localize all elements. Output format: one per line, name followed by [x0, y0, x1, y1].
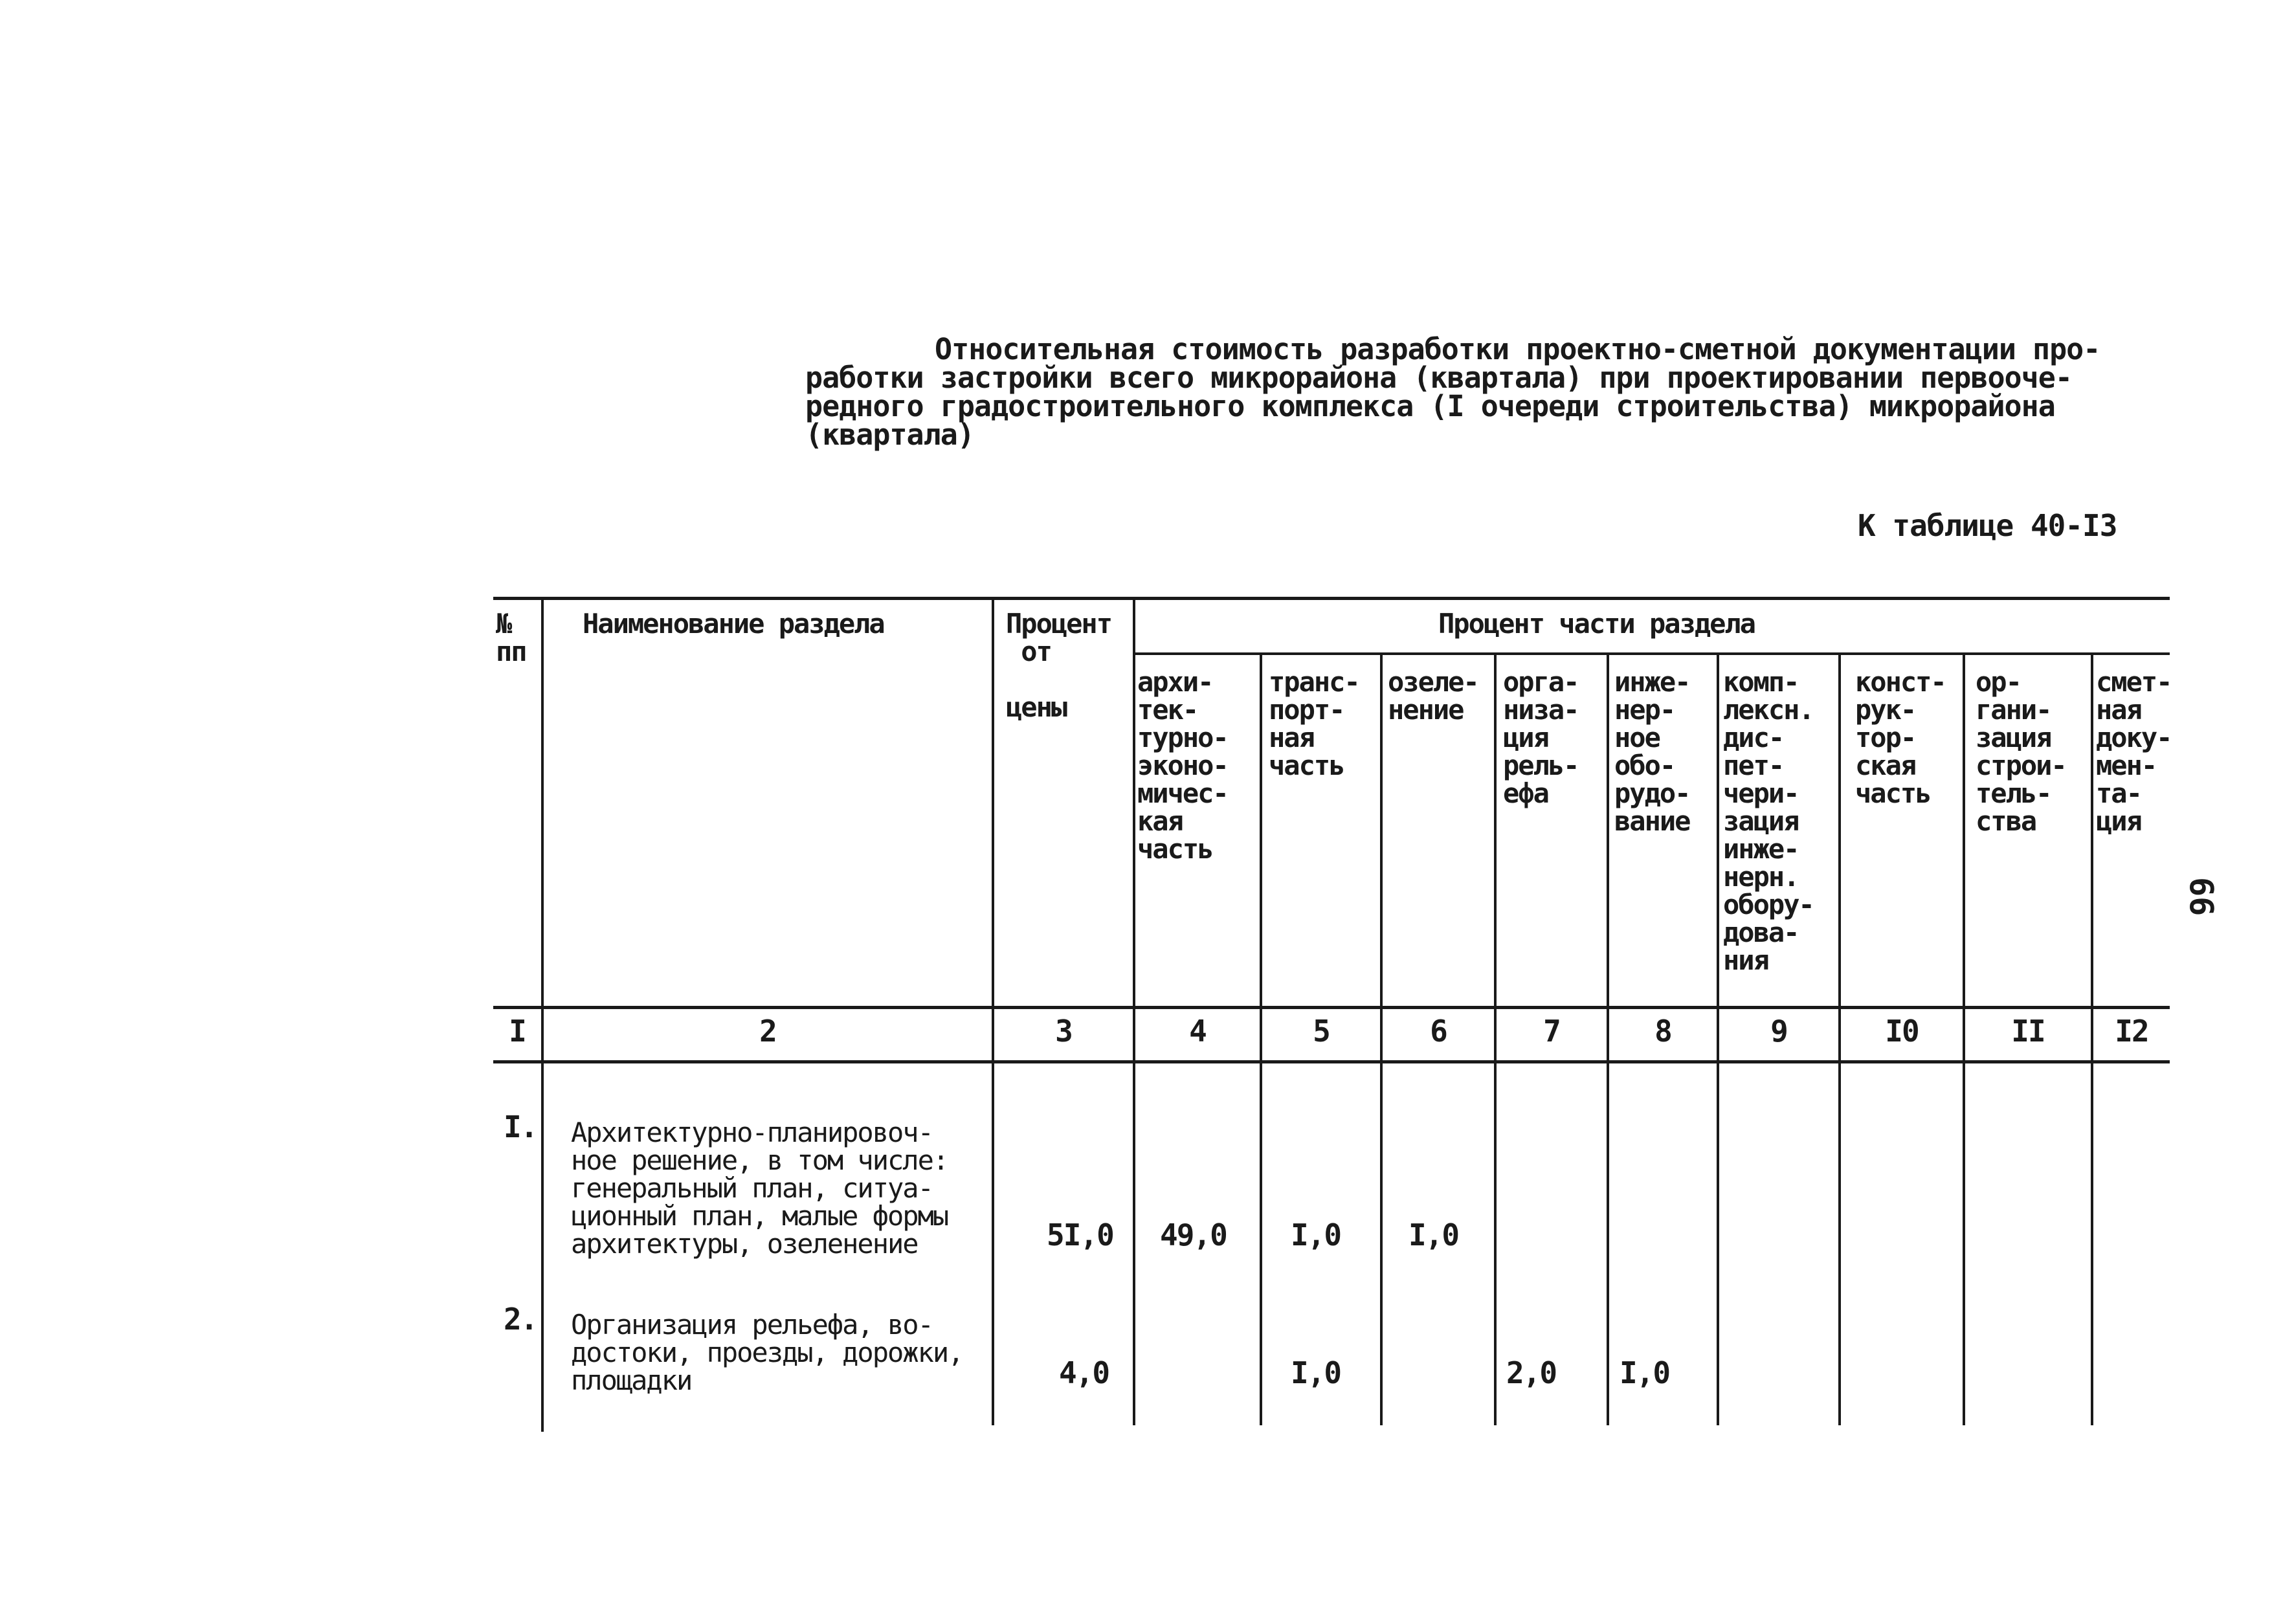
subheader-structural: конст- рук- тор- ская часть [1855, 666, 1946, 809]
col-divider [541, 597, 544, 1432]
row-1-percent: 5I,0 [1047, 1218, 1113, 1252]
row-2-col5: I,0 [1291, 1355, 1341, 1390]
title-line: Относительная стоимость разработки проектно-сметной документации про- [935, 332, 2100, 366]
col-divider [1133, 597, 1135, 1425]
column-number: II [2011, 1014, 2045, 1049]
table-reference: К таблице 40-I3 [1858, 508, 2117, 543]
column-number: I2 [2115, 1014, 2148, 1049]
header-name: Наименование раздела [583, 608, 884, 640]
header-percent-part: Процент части раздела [1438, 608, 1755, 640]
page-number: 66 [2183, 877, 2220, 917]
row-2-percent: 4,0 [1059, 1355, 1109, 1390]
column-number: 6 [1430, 1014, 1447, 1049]
subheader-architectural-economic: архи- тек- турно- эконо- мичес- кая часть [1137, 666, 1228, 865]
column-number: I [509, 1014, 526, 1049]
title-line: (квартала) [805, 417, 974, 452]
column-number: 8 [1654, 1014, 1671, 1049]
row-1-col6: I,0 [1409, 1218, 1459, 1252]
subheader-relief: орга- низа- ция рель- ефа [1503, 666, 1579, 809]
subheader-engineering: инже- нер- ное обо- рудо- вание [1614, 666, 1690, 837]
column-number: 5 [1313, 1014, 1330, 1049]
column-number: 4 [1189, 1014, 1206, 1049]
title-line: редного градостроительного комплекса (I очереди строительства) микрорайона [805, 389, 2055, 423]
title-line: работки застройки всего микрорайона (квартала) при проектировании первооче- [805, 361, 2072, 395]
subheader-dispatching: комп- лексн. дис- пет- чери- зация инже- нерн. обору- дова- ния [1723, 666, 1814, 976]
column-numbers-bottom-border [493, 1060, 2170, 1063]
column-number: 2 [759, 1014, 776, 1049]
col-divider [992, 597, 994, 1425]
row-2-name: Организация рельефа, во- достоки, проезды, дорожки, площадки [571, 1309, 963, 1396]
subheader-divider [1133, 652, 2170, 655]
table-top-border [493, 597, 2170, 600]
row-1-num: I. [504, 1109, 537, 1144]
document-title [805, 332, 2119, 452]
column-number: 7 [1543, 1014, 1560, 1049]
header-num: № пп [496, 608, 526, 667]
header-bottom-border [493, 1006, 2170, 1009]
column-number: I0 [1885, 1014, 1919, 1049]
row-2-col7: 2,0 [1506, 1355, 1557, 1390]
cost-table [493, 597, 2170, 1432]
subheader-transport: транс- порт- ная часть [1269, 666, 1359, 781]
column-number: 3 [1055, 1014, 1072, 1049]
row-1-col5: I,0 [1291, 1218, 1341, 1252]
column-number: 9 [1770, 1014, 1787, 1049]
subheader-estimate: смет- ная доку- мен- та- ция [2096, 666, 2172, 837]
row-2-col8: I,0 [1620, 1355, 1670, 1390]
row-1-name: Архитектурно-планировоч- ное решение, в том числе: генеральный план, ситуа- ционный план, малые формы архитектуры, озеленение [571, 1117, 948, 1260]
subheader-construction-org: ор- гани- зация строи- тель- ства [1976, 666, 2066, 837]
row-1-col4: 49,0 [1160, 1218, 1227, 1252]
subheader-landscaping: озеле- нение [1388, 666, 1478, 726]
header-percent-price: Процент от цены [1006, 608, 1112, 723]
row-2-num: 2. [504, 1302, 537, 1337]
